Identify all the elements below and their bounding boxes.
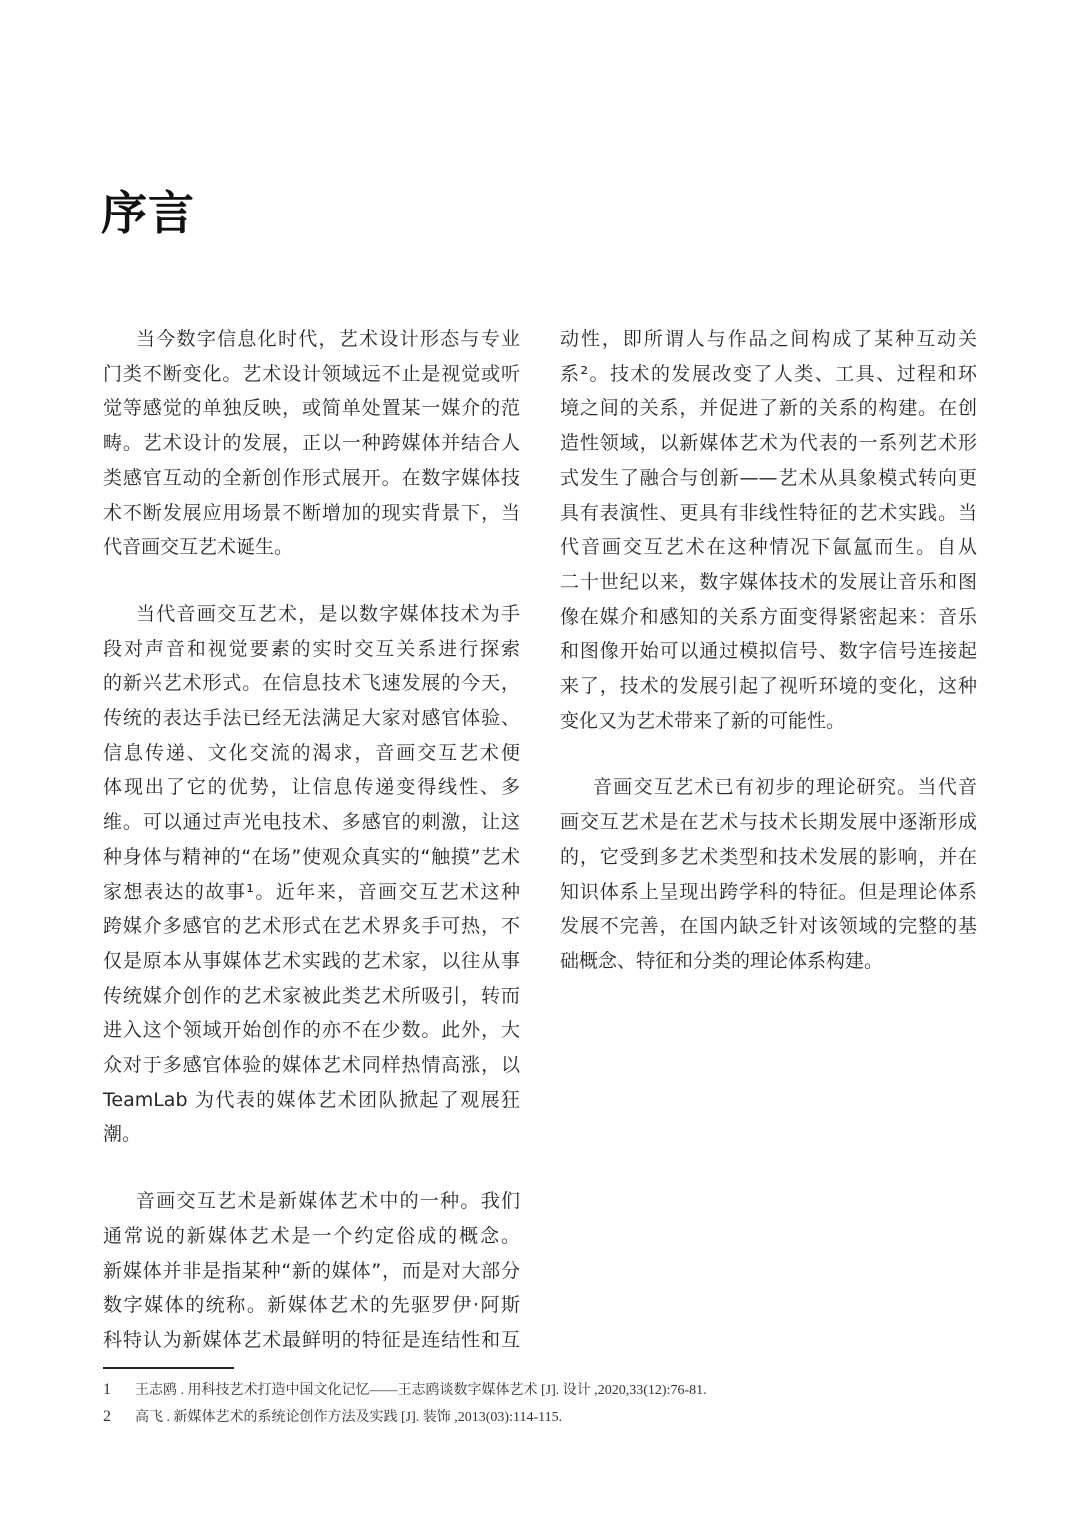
paragraph (560, 770, 977, 978)
text-line: 段对声音和视觉要素的实时交互关系进行探索 (103, 637, 520, 660)
text-line: 门类不断变化。艺术设计领域远不止是视觉或听 (103, 362, 520, 385)
paragraph (103, 1184, 520, 1358)
text-line: 变化又为艺术带来了新的可能性。 (560, 709, 846, 732)
text-line: 境之间的关系，并促进了新的关系的构建。在创 (560, 397, 977, 420)
text-line: 发展不完善，在国内缺乏针对该领域的完整的基 (560, 915, 977, 938)
text-line: 的新兴艺术形式。在信息技术飞速发展的今天， (103, 672, 520, 695)
text-line: 的，它受到多艺术类型和技术发展的影响，并在 (560, 845, 977, 868)
text-line: 新媒体并非是指某种“新的媒体”，而是对大部分 (103, 1259, 520, 1282)
text-line: 数字媒体的统称。新媒体艺术的先驱罗伊·阿斯 (103, 1294, 520, 1317)
text-line: 家想表达的故事¹。近年来，音画交互艺术这种 (103, 880, 520, 903)
text-line: 代音画交互艺术在这种情况下氤氲而生。自从 (560, 536, 977, 559)
text-line: 画交互艺术是在艺术与技术长期发展中逐渐形成 (560, 811, 977, 834)
text-line: 传统媒介创作的艺术家被此类艺术所吸引，转而 (103, 984, 520, 1007)
text-line: 知识体系上呈现出跨学科的特征。但是理论体系 (560, 880, 977, 903)
text-line: 潮。 (103, 1123, 142, 1146)
footnote-text: 王志鸥 . 用科技艺术打造中国文化记忆——王志鸥谈数字媒体艺术 [J]. 设计 ,2020,33(12):76-81. (135, 1383, 707, 1398)
text-line: 仅是原本从事媒体艺术实践的艺术家，以往从事 (103, 949, 520, 972)
text-line: 像在媒介和感知的关系方面变得紧密起来：音乐 (560, 605, 977, 628)
page-title: 序言 (101, 186, 195, 240)
text-line: 和图像开始可以通过模拟信号、数字信号连接起 (560, 640, 977, 663)
text-line: 进入这个领域开始创作的亦不在少数。此外，大 (103, 1019, 520, 1042)
text-line: 畴。艺术设计的发展，正以一种跨媒体并结合人 (103, 432, 520, 455)
paragraph (560, 322, 977, 738)
footnote-item (103, 1403, 1003, 1430)
text-line: 音画交互艺术已有初步的理论研究。当代音 (593, 776, 977, 799)
footnote-text: 高飞 . 新媒体艺术的系统论创作方法及实践 [J]. 装饰 ,2013(03):114-115. (135, 1410, 563, 1425)
text-line: TeamLab 为代表的媒体艺术团队掀起了观展狂 (103, 1088, 520, 1111)
text-line: 代音画交互艺术诞生。 (103, 536, 294, 559)
text-line: 类感官互动的全新创作形式展开。在数字媒体技 (103, 466, 520, 489)
footnote-item (103, 1376, 1003, 1403)
text-line: 科特认为新媒体艺术最鲜明的特征是连结性和互 (103, 1328, 520, 1351)
text-line: 众对于多感官体验的媒体艺术同样热情高涨，以 (103, 1054, 520, 1077)
text-line: 动性，即所谓人与作品之间构成了某种互动关 (560, 328, 977, 350)
footnote-number: 1 (103, 1381, 111, 1398)
text-line: 术不断发展应用场景不断增加的现实背景下，当 (103, 501, 520, 524)
text-line: 当今数字信息化时代，艺术设计形态与专业 (136, 328, 520, 350)
text-line: 音画交互艺术是新媒体艺术中的一种。我们 (136, 1190, 520, 1213)
text-line: 式发生了融合与创新——艺术从具象模式转向更 (560, 466, 977, 489)
text-column-right (560, 322, 977, 979)
paragraph (103, 322, 520, 565)
text-line: 造性领域，以新媒体艺术为代表的一系列艺术形 (560, 432, 977, 455)
text-line: 维。可以通过声光电技术、多感官的刺激，让这 (103, 811, 520, 834)
footnotes (103, 1376, 1003, 1430)
text-line: 具有表演性、更具有非线性特征的艺术实践。当 (560, 501, 977, 524)
text-line: 当代音画交互艺术，是以数字媒体技术为手 (136, 602, 520, 625)
text-line: 二十世纪以来，数字媒体技术的发展让音乐和图 (560, 570, 977, 593)
text-line: 跨媒介多感官的艺术形式在艺术界炙手可热，不 (103, 915, 520, 938)
text-line: 信息传递、文化交流的渴求，音画交互艺术便 (103, 741, 520, 764)
text-line: 传统的表达手法已经无法满足大家对感官体验、 (103, 707, 520, 730)
text-line: 觉等感觉的单独反映，或简单处置某一媒介的范 (103, 397, 520, 420)
text-column-left (103, 322, 520, 1358)
text-line: 础概念、特征和分类的理论体系构建。 (560, 949, 884, 972)
text-line: 通常说的新媒体艺术是一个约定俗成的概念。 (103, 1224, 520, 1247)
text-line: 体现出了它的优势，让信息传递变得线性、多 (103, 776, 520, 799)
text-line: 来了，技术的发展引起了视听环境的变化，这种 (560, 675, 977, 698)
footnote-divider (103, 1367, 234, 1369)
paragraph (103, 597, 520, 1152)
text-line: 种身体与精神的“在场”使观众真实的“触摸”艺术 (103, 845, 520, 868)
text-line: 系²。技术的发展改变了人类、工具、过程和环 (560, 362, 977, 385)
footnote-number: 2 (103, 1408, 111, 1425)
